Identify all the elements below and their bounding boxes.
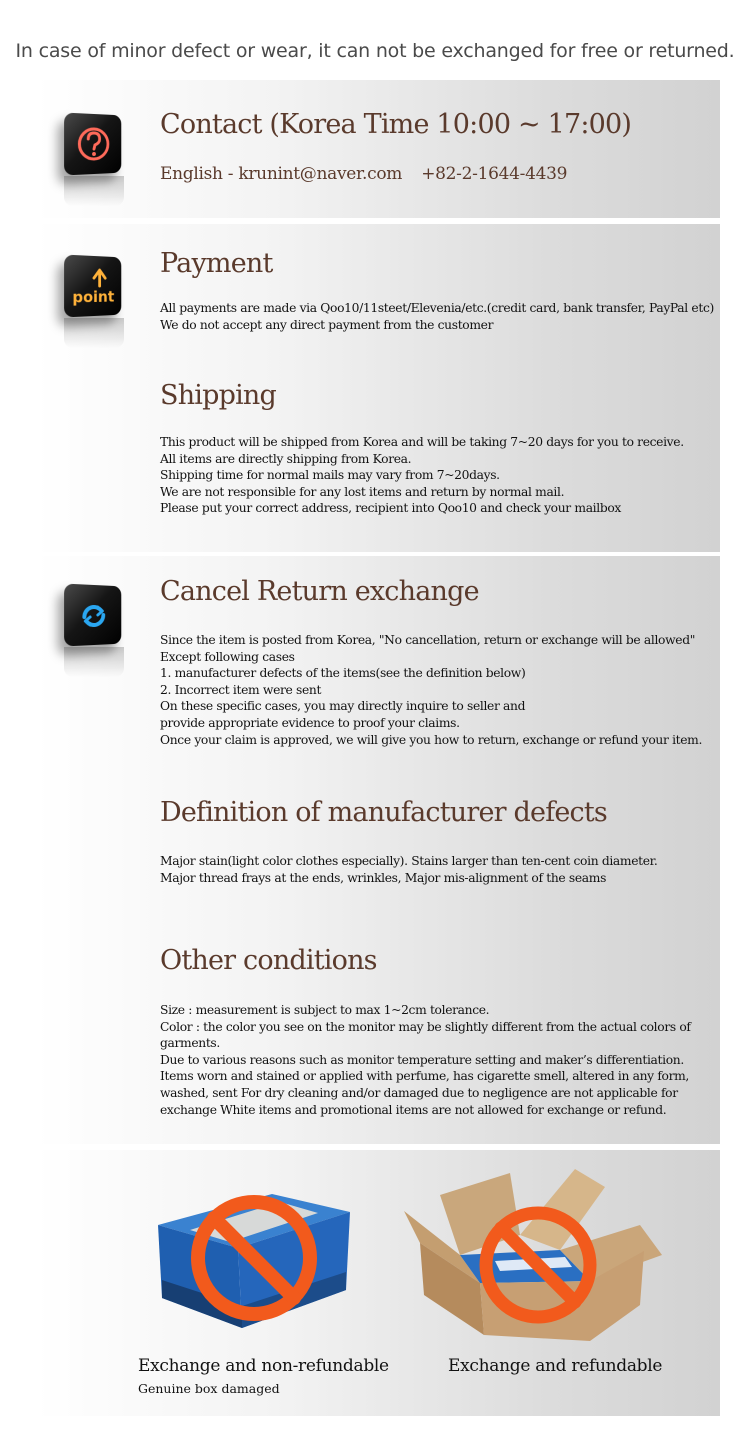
cancel-line: Since the item is posted from Korea, "No cancellation, return or exchange will be allowed" bbox=[160, 633, 696, 647]
point-icon bbox=[64, 255, 121, 318]
icon-reflection bbox=[64, 176, 124, 206]
cancel-heading: Cancel Return exchange bbox=[160, 576, 479, 607]
other-line: Color : the color you see on the monitor may be slightly different from the actual colors of bbox=[160, 1019, 691, 1034]
contact-heading: Contact (Korea Time 10:00 ~ 17:00) bbox=[160, 109, 632, 140]
cancel-line: Except following cases bbox=[160, 649, 295, 664]
defects-text bbox=[160, 853, 657, 886]
shipping-line: We are not responsible for any lost items and return by normal mail. bbox=[160, 484, 565, 499]
cancel-line: provide appropriate evidence to proof your claims. bbox=[160, 715, 460, 730]
question-icon bbox=[64, 113, 121, 176]
cancel-text bbox=[160, 632, 702, 748]
cancel-line: 1. manufacturer defects of the items(see the definition below) bbox=[160, 666, 526, 681]
contact-details bbox=[160, 164, 567, 184]
refundable-label: Exchange and refundable bbox=[448, 1356, 663, 1376]
damaged-box-image bbox=[150, 1180, 360, 1350]
payment-heading: Payment bbox=[160, 248, 273, 279]
cancel-line: 2. Incorrect item were sent bbox=[160, 682, 322, 697]
cancel-line: On these specific cases, you may directly inquire to seller and bbox=[160, 699, 526, 714]
other-line: Items worn and stained or applied with perfume, has cigarette smell, altered in any form, bbox=[160, 1069, 689, 1084]
other-line: Due to various reasons such as monitor temperature setting and maker’s differentiation. bbox=[160, 1052, 684, 1067]
icon-reflection bbox=[64, 318, 124, 348]
open-box-image bbox=[400, 1165, 665, 1345]
contact-panel bbox=[36, 80, 720, 218]
contact-email: English - krunint@naver.com bbox=[160, 164, 403, 184]
defects-line: Major thread frays at the ends, wrinkles, Major mis-alignment of the seams bbox=[160, 870, 607, 885]
payment-text bbox=[160, 300, 714, 333]
shipping-line: All items are directly shipping from Korea. bbox=[160, 451, 412, 466]
other-line: exchange White items and promotional items are not allowed for exchange or refund. bbox=[160, 1102, 667, 1117]
defects-heading: Definition of manufacturer defects bbox=[160, 797, 607, 828]
shipping-text bbox=[160, 434, 684, 517]
other-line: garments. bbox=[160, 1036, 220, 1051]
payment-line: We do not accept any direct payment from the customer bbox=[160, 317, 494, 332]
non-refundable-sub: Genuine box damaged bbox=[138, 1381, 280, 1396]
shipping-line: This product will be shipped from Korea and will be taking 7~20 days for you to receive. bbox=[160, 435, 684, 449]
notice-text: In case of minor defect or wear, it can not be exchanged for free or returned. bbox=[15, 40, 735, 62]
point-word: point bbox=[72, 287, 115, 307]
contact-phone: +82-2-1644-4439 bbox=[421, 164, 568, 184]
cancel-line: Once your claim is approved, we will give you how to return, exchange or refund your item. bbox=[160, 732, 703, 747]
shipping-heading: Shipping bbox=[160, 380, 276, 411]
payment-line: All payments are made via Qoo10/11steet/Elevenia/etc.(credit card, bank transfer, PayPal etc) bbox=[160, 301, 714, 315]
refresh-icon bbox=[64, 584, 121, 647]
defects-line: Major stain(light color clothes especially). Stains larger than ten-cent coin diameter. bbox=[160, 854, 658, 868]
other-text bbox=[160, 1002, 691, 1118]
other-heading: Other conditions bbox=[160, 945, 377, 976]
icon-reflection bbox=[64, 647, 124, 677]
non-refundable-label: Exchange and non-refundable bbox=[138, 1356, 389, 1376]
shipping-line: Please put your correct address, recipient into Qoo10 and check your mailbox bbox=[160, 501, 622, 516]
other-line: washed, sent For dry cleaning and/or damaged due to negligence are not applicable for bbox=[160, 1085, 678, 1100]
other-line: Size : measurement is subject to max 1~2cm tolerance. bbox=[160, 1003, 490, 1017]
shipping-line: Shipping time for normal mails may vary from 7~20days. bbox=[160, 468, 500, 483]
